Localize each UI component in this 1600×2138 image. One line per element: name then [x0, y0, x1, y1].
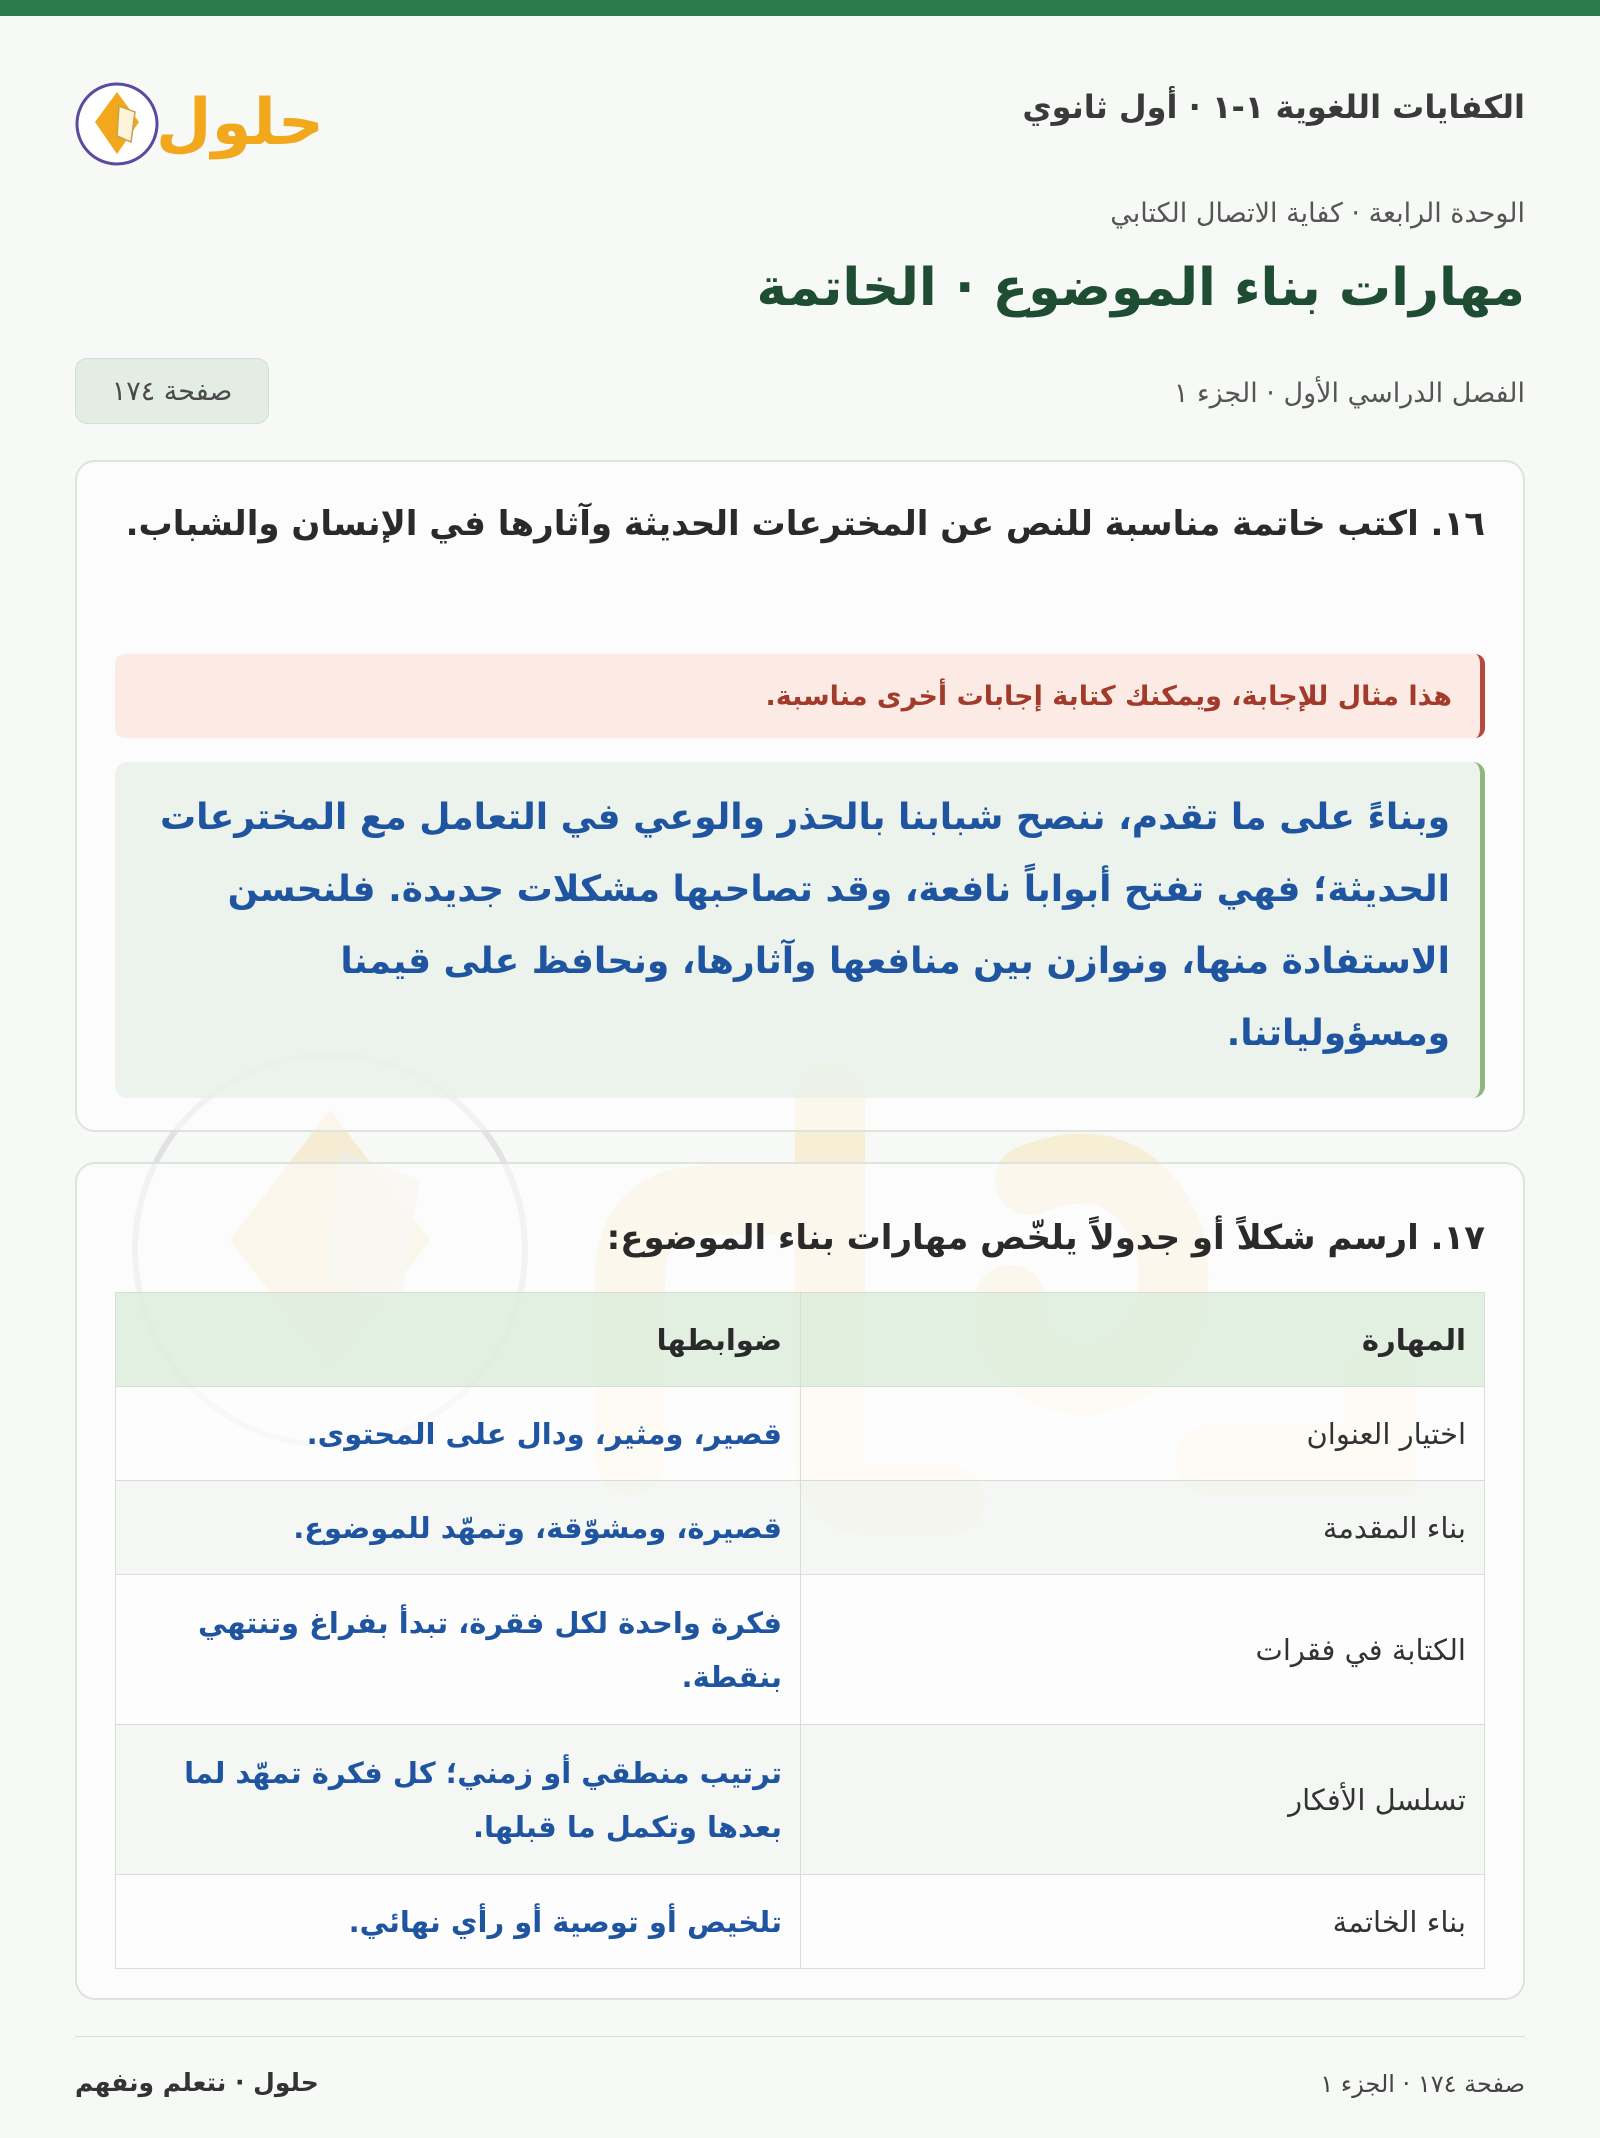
skills-table [115, 1292, 1485, 1969]
skill-cell: تسلسل الأفكار [801, 1725, 1485, 1875]
table-row [116, 1575, 1485, 1725]
page-number-badge: صفحة ١٧٤ [75, 358, 269, 424]
table-header-row [116, 1293, 1485, 1387]
skill-cell: بناء الخاتمة [801, 1875, 1485, 1969]
table-row [116, 1387, 1485, 1481]
question-17-text: ١٧. ارسم شكلاً أو جدولاً يلخّص مهارات بناء الموضوع: [606, 1218, 1485, 1258]
rule-cell: قصير، ومثير، ودال على المحتوى. [116, 1387, 801, 1481]
table-row [116, 1725, 1485, 1875]
rule-cell: فكرة واحدة لكل فقرة، تبدأ بفراغ وتنتهي بنقطة. [116, 1575, 801, 1725]
hulul-logo [75, 62, 335, 172]
answer-box [115, 762, 1485, 1098]
footer-brand: حلول · نتعلم ونفهم [75, 2068, 319, 2097]
breadcrumb: الوحدة الرابعة · كفاية الاتصال الكتابي [1110, 198, 1525, 229]
rule-cell: تلخيص أو توصية أو رأي نهائي. [116, 1875, 801, 1969]
semester-label: الفصل الدراسي الأول · الجزء ١ [1173, 378, 1525, 409]
page-title: مهارات بناء الموضوع · الخاتمة [756, 258, 1525, 318]
logo-text: حلول [156, 86, 324, 160]
skill-cell: اختيار العنوان [801, 1387, 1485, 1481]
column-header-rules: ضوابطها [116, 1293, 801, 1387]
rule-cell: ترتيب منطقي أو زمني؛ كل فكرة تمهّد لما بعدها وتكمل ما قبلها. [116, 1725, 801, 1875]
table-row [116, 1875, 1485, 1969]
skill-cell: الكتابة في فقرات [801, 1575, 1485, 1725]
footer-divider [75, 2036, 1525, 2037]
question-17-card [75, 1162, 1525, 2000]
page-header [75, 50, 1525, 170]
rule-cell: قصيرة، ومشوّقة، وتمهّد للموضوع. [116, 1481, 801, 1575]
column-header-skill: المهارة [801, 1293, 1485, 1387]
answer-text: وبناءً على ما تقدم، ننصح شبابنا بالحذر والوعي في التعامل مع المخترعات الحديثة؛ فهي تفتح أبواباً نافعة، وقد تصاحبها مشكلات جديدة. فلنحسن الاستفادة منها، ونوازن بين منافعها وآثارها، ونحافظ على قيمنا ومسؤولياتنا. [160, 797, 1450, 1054]
top-accent-bar [0, 0, 1600, 16]
footer-page-info: صفحة ١٧٤ · الجزء ١ [1320, 2070, 1525, 2098]
question-16-card [75, 460, 1525, 1132]
answer-note-text: هذا مثال للإجابة، ويمكنك كتابة إجابات أخرى مناسبة. [765, 680, 1452, 712]
question-16-text: ١٦. اكتب خاتمة مناسبة للنص عن المخترعات الحديثة وآثارها في الإنسان والشباب. [125, 504, 1485, 544]
skill-cell: بناء المقدمة [801, 1481, 1485, 1575]
table-row [116, 1481, 1485, 1575]
app-title: الكفايات اللغوية ١-١ · أول ثانوي [1022, 88, 1525, 126]
answer-note [115, 654, 1485, 738]
